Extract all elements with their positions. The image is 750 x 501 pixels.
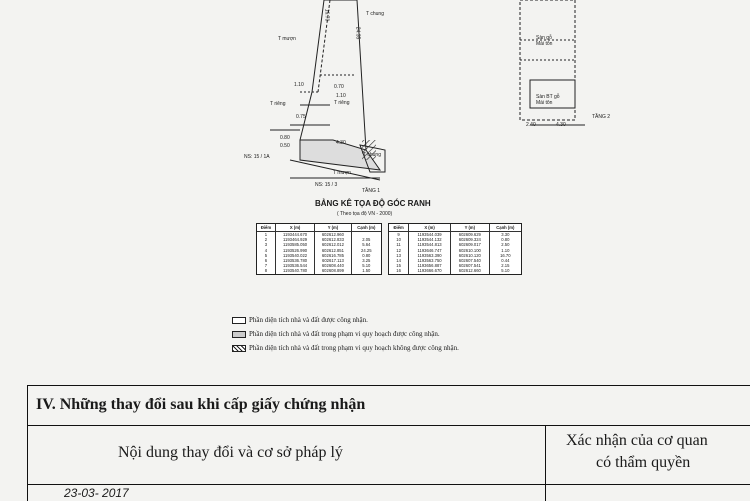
col-header: Cạnh (m) xyxy=(489,224,521,232)
table-cell: 602609.017 xyxy=(450,242,489,247)
table-cell: 16 xyxy=(396,268,401,274)
legend-text: Phần diện tích nhà và đất trong phạm vi quy hoạch không được công nhận. xyxy=(249,344,459,352)
table-cell: 602608.899 xyxy=(315,268,351,273)
label-dim-430a: 4.30 xyxy=(336,140,346,146)
changes-header-row xyxy=(28,425,750,485)
table-cell: 5.10 xyxy=(351,263,381,268)
table-cell: 2.50 xyxy=(489,242,521,247)
table-cell: 6 xyxy=(264,258,268,264)
label-tang-1: TẦNG 1 xyxy=(362,188,381,194)
table-row xyxy=(389,268,521,273)
table-cell: 1193666.670 xyxy=(409,268,451,273)
table-cell: 3.25 xyxy=(351,258,381,263)
label-t-rieng-1: T riêng xyxy=(270,101,286,107)
table-cell: 24.25 xyxy=(351,248,381,253)
label-dim-2435: 24.35 xyxy=(354,26,361,40)
col-header: Điểm xyxy=(257,224,275,232)
change-date: 23-03- 2017 xyxy=(64,486,129,500)
legend-text: Phần diện tích nhà và đất trong phạm vi quy hoạch được công nhận. xyxy=(249,330,440,338)
table-cell: 602612.960 xyxy=(315,232,351,238)
table-cell: 1193544.132 xyxy=(409,237,451,242)
table-cell: 1 xyxy=(264,232,268,238)
table-cell: 602608.440 xyxy=(315,263,351,268)
table-title: BẢNG KÊ TỌA ĐỘ GÓC RANH xyxy=(315,199,431,208)
table-cell: 5.10 xyxy=(489,268,521,273)
coord-table-left xyxy=(256,223,382,275)
legend-item xyxy=(232,330,440,338)
table-cell: 1193585.050 xyxy=(275,242,314,247)
table-cell: 1193536.544 xyxy=(275,263,314,268)
label-san-go: Sàn gỗ xyxy=(536,35,552,41)
table-cell: 11 xyxy=(396,242,401,248)
col-header: X (m) xyxy=(275,224,314,232)
table-cell: 1193526.990 xyxy=(275,248,314,253)
table-cell: 602609.629 xyxy=(450,232,489,238)
table-cell: 9 xyxy=(397,232,400,238)
table-cell: 602617.113 xyxy=(315,258,351,263)
table-cell: 1193540.780 xyxy=(275,268,314,273)
col-content-header: Nội dung thay đổi và cơ sở pháp lý xyxy=(118,444,343,461)
label-t-chung-2: T chung xyxy=(363,152,381,158)
label-ns-15-3: NS: 15 / 3 xyxy=(315,182,338,188)
table-cell: 13 xyxy=(396,252,401,258)
label-mai-ton-2: Mái tôn xyxy=(536,100,553,106)
label-ns-15-1a: NS: 15 / 1A xyxy=(244,154,270,160)
label-dim-430b: 4.30 xyxy=(556,122,566,128)
table-cell: 0.80 xyxy=(351,253,381,258)
table-subtitle: ( Theo tọa độ VN - 2000) xyxy=(337,211,393,217)
legend-text: Phần diện tích nhà và đất được công nhận. xyxy=(249,316,368,324)
column-divider-lower xyxy=(545,483,546,501)
table-cell: 602612.833 xyxy=(315,237,351,242)
legend-swatch-dotted xyxy=(232,331,246,338)
label-dim-075: 0.75 xyxy=(296,114,306,120)
table-cell: 0.44 xyxy=(489,258,521,263)
col-header: Y (m) xyxy=(315,224,351,232)
table-cell: 5 xyxy=(264,252,268,258)
table-cell: 602607.540 xyxy=(450,258,489,263)
table-cell: 1193563.750 xyxy=(409,258,451,263)
table-cell: 1193536.780 xyxy=(275,258,314,263)
table-cell: 3.30 xyxy=(489,232,521,238)
table-cell: 2 xyxy=(264,237,268,243)
col-header: X (m) xyxy=(409,224,451,232)
label-dim-240: 2.40 xyxy=(526,122,536,128)
table-cell: 10 xyxy=(396,237,401,243)
label-dim-1670: 16.70 xyxy=(323,8,330,22)
table-cell: 602612.012 xyxy=(315,242,351,247)
table-cell: 1193544.813 xyxy=(409,242,451,247)
table-cell: 4 xyxy=(264,247,268,253)
table-cell: 602612.851 xyxy=(315,248,351,253)
col-confirm-header-line2: có thẩm quyền xyxy=(596,454,691,471)
table-cell: 1.10 xyxy=(489,248,521,253)
label-mai-ton-1: Mái tôn xyxy=(536,41,553,47)
legend-item xyxy=(232,344,459,352)
col-header: Điểm xyxy=(389,224,409,232)
table-cell: 14 xyxy=(396,258,401,264)
table-cell: 1193444.670 xyxy=(275,232,314,238)
table-cell: 602612.660 xyxy=(450,268,489,273)
label-dim-070: 0.70 xyxy=(334,84,344,90)
col-confirm-header-line1: Xác nhận của cơ quan xyxy=(566,432,708,449)
table-cell: 2.05 xyxy=(351,237,381,242)
table-cell: 602607.541 xyxy=(450,263,489,268)
col-header: Y (m) xyxy=(450,224,489,232)
table-cell: 1193464.929 xyxy=(275,237,314,242)
table-cell: 602609.324 xyxy=(450,237,489,242)
table-cell: 1193656.887 xyxy=(409,263,451,268)
label-dim-050: 0.50 xyxy=(280,143,290,149)
section-title: IV. Những thay đổi sau khi cấp giấy chứng nhận xyxy=(36,396,366,413)
label-dim-110a: 1.10 xyxy=(294,82,304,88)
table-cell: 5.64 xyxy=(351,242,381,247)
site-plan-drawing xyxy=(0,0,750,200)
label-t-rieng-2: T riêng xyxy=(334,100,350,106)
coord-table-right xyxy=(388,223,522,275)
table-cell: 1193563.390 xyxy=(409,253,451,258)
table-cell: 1193646.747 xyxy=(409,248,451,253)
label-t-muon-2: T mượn xyxy=(333,170,351,176)
table-cell: 0.80 xyxy=(489,237,521,242)
table-cell: 8 xyxy=(264,268,268,274)
legend-swatch-plain xyxy=(232,317,246,324)
label-san-be-tong: Sàn BT gỗ xyxy=(536,94,560,100)
table-cell: 16.70 xyxy=(489,253,521,258)
table-cell: 1193540.022 xyxy=(275,253,314,258)
label-t-muon: T mượn xyxy=(278,36,296,42)
table-cell: 12 xyxy=(396,247,401,253)
legend-swatch-hatched xyxy=(232,345,246,352)
legend-item xyxy=(232,316,368,324)
changes-section xyxy=(27,385,750,501)
col-header: Cạnh (m) xyxy=(351,224,381,232)
column-divider xyxy=(545,426,546,484)
table-cell: 602610.120 xyxy=(450,253,489,258)
table-cell: 7 xyxy=(264,263,268,269)
table-cell: 15 xyxy=(396,263,401,269)
label-t-chung: T chung xyxy=(366,11,384,17)
table-cell: 602610.100 xyxy=(450,248,489,253)
table-cell: 1193544.039 xyxy=(409,232,451,238)
table-cell: 3 xyxy=(264,242,268,248)
table-row xyxy=(257,268,381,273)
label-tang-2: TẦNG 2 xyxy=(592,114,611,120)
label-dim-110b: 1.10 xyxy=(336,93,346,99)
table-cell: 2.15 xyxy=(489,263,521,268)
table-cell: 1.50 xyxy=(351,268,381,273)
label-dim-080a: 0.80 xyxy=(280,135,290,141)
table-cell: 602616.785 xyxy=(315,253,351,258)
